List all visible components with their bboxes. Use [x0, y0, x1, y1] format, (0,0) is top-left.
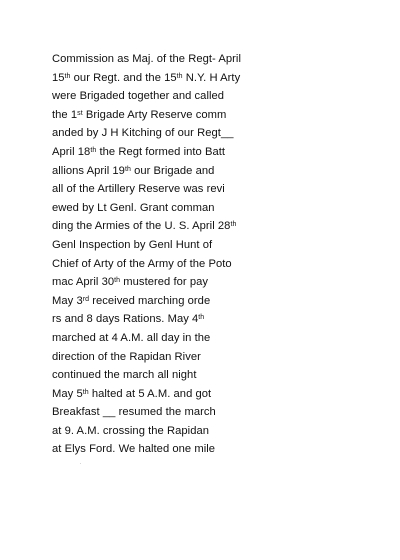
- text-run: Commission as Maj. of the Regt- April: [52, 53, 241, 65]
- ordinal-superscript: th: [230, 221, 237, 229]
- text-line: [52, 273, 302, 292]
- text-run: ewed by Lt Genl. Grant comman: [52, 201, 215, 214]
- text-run: May 5: [52, 387, 83, 400]
- text-line: [52, 255, 302, 274]
- text-run: Genl Inspection by Genl Hunt of: [52, 238, 213, 251]
- text-run: marched at 4 A.M. all day in the: [52, 331, 211, 344]
- text-line: [52, 236, 302, 255]
- text-run: received marching orde: [89, 294, 211, 307]
- text-line: [52, 422, 302, 441]
- text-run: allions April 19: [52, 164, 125, 177]
- text-run: were Brigaded together and called: [52, 90, 225, 103]
- text-line: [52, 143, 302, 162]
- text-line: [52, 124, 302, 143]
- text-line: [52, 69, 302, 88]
- text-run: halted at 5 A.M. and got: [88, 387, 212, 400]
- paper-speck: [80, 463, 81, 464]
- text-run: direction of the Rapidan River: [52, 350, 201, 363]
- ordinal-superscript: th: [90, 146, 97, 154]
- text-line: [52, 199, 302, 218]
- text-line: [52, 50, 302, 69]
- ordinal-superscript: st: [77, 109, 83, 117]
- ordinal-superscript: th: [176, 72, 183, 80]
- text-line: [52, 403, 302, 422]
- text-run: the 1: [52, 108, 78, 121]
- text-line: [52, 348, 302, 367]
- text-run: the Regt formed into Batt: [96, 145, 226, 158]
- ordinal-superscript: th: [64, 72, 71, 80]
- text-line: [52, 87, 302, 106]
- ordinal-superscript: th: [198, 314, 205, 322]
- text-line: [52, 329, 302, 348]
- text-run: 15: [52, 71, 65, 84]
- text-line: [52, 162, 302, 181]
- text-run: Breakfast __ resumed the march: [52, 406, 216, 419]
- text-run: Brigade Arty Reserve comm: [82, 108, 227, 121]
- ordinal-superscript: th: [124, 165, 131, 173]
- text-run: all of the Artillery Reserve was revi: [52, 183, 225, 196]
- text-run: April 18: [52, 145, 91, 158]
- text-run: ding the Armies of the U. S. April 28: [52, 220, 231, 233]
- text-run: at 9. A.M. crossing the Rapidan: [52, 424, 210, 437]
- text-line: [52, 310, 302, 329]
- text-run: rs and 8 days Rations. May 4: [52, 313, 199, 326]
- text-run: Chief of Arty of the Army of the Poto: [52, 257, 232, 270]
- text-line: [52, 440, 302, 459]
- text-run: mac April 30: [52, 276, 115, 289]
- text-run: N.Y. H Arty: [182, 71, 241, 84]
- text-run: continued the march all night: [52, 369, 197, 382]
- text-run: at Elys Ford. We halted one mile: [52, 443, 216, 456]
- ordinal-superscript: rd: [82, 295, 90, 303]
- text-line: [52, 217, 302, 236]
- text-run: anded by J H Kitching of our Regt__: [52, 127, 234, 140]
- text-run: mustered for pay: [120, 276, 209, 289]
- text-run: our Brigade and: [130, 164, 215, 177]
- text-line: [52, 106, 302, 125]
- text-line: [52, 292, 302, 311]
- text-line: [52, 366, 302, 385]
- transcript-text: [52, 50, 302, 459]
- text-run: May 3: [52, 294, 83, 307]
- text-run: our Regt. and the 15: [70, 71, 177, 84]
- text-line: [52, 180, 302, 199]
- ordinal-superscript: th: [114, 276, 121, 284]
- text-line: [52, 385, 302, 404]
- ordinal-superscript: th: [82, 388, 89, 396]
